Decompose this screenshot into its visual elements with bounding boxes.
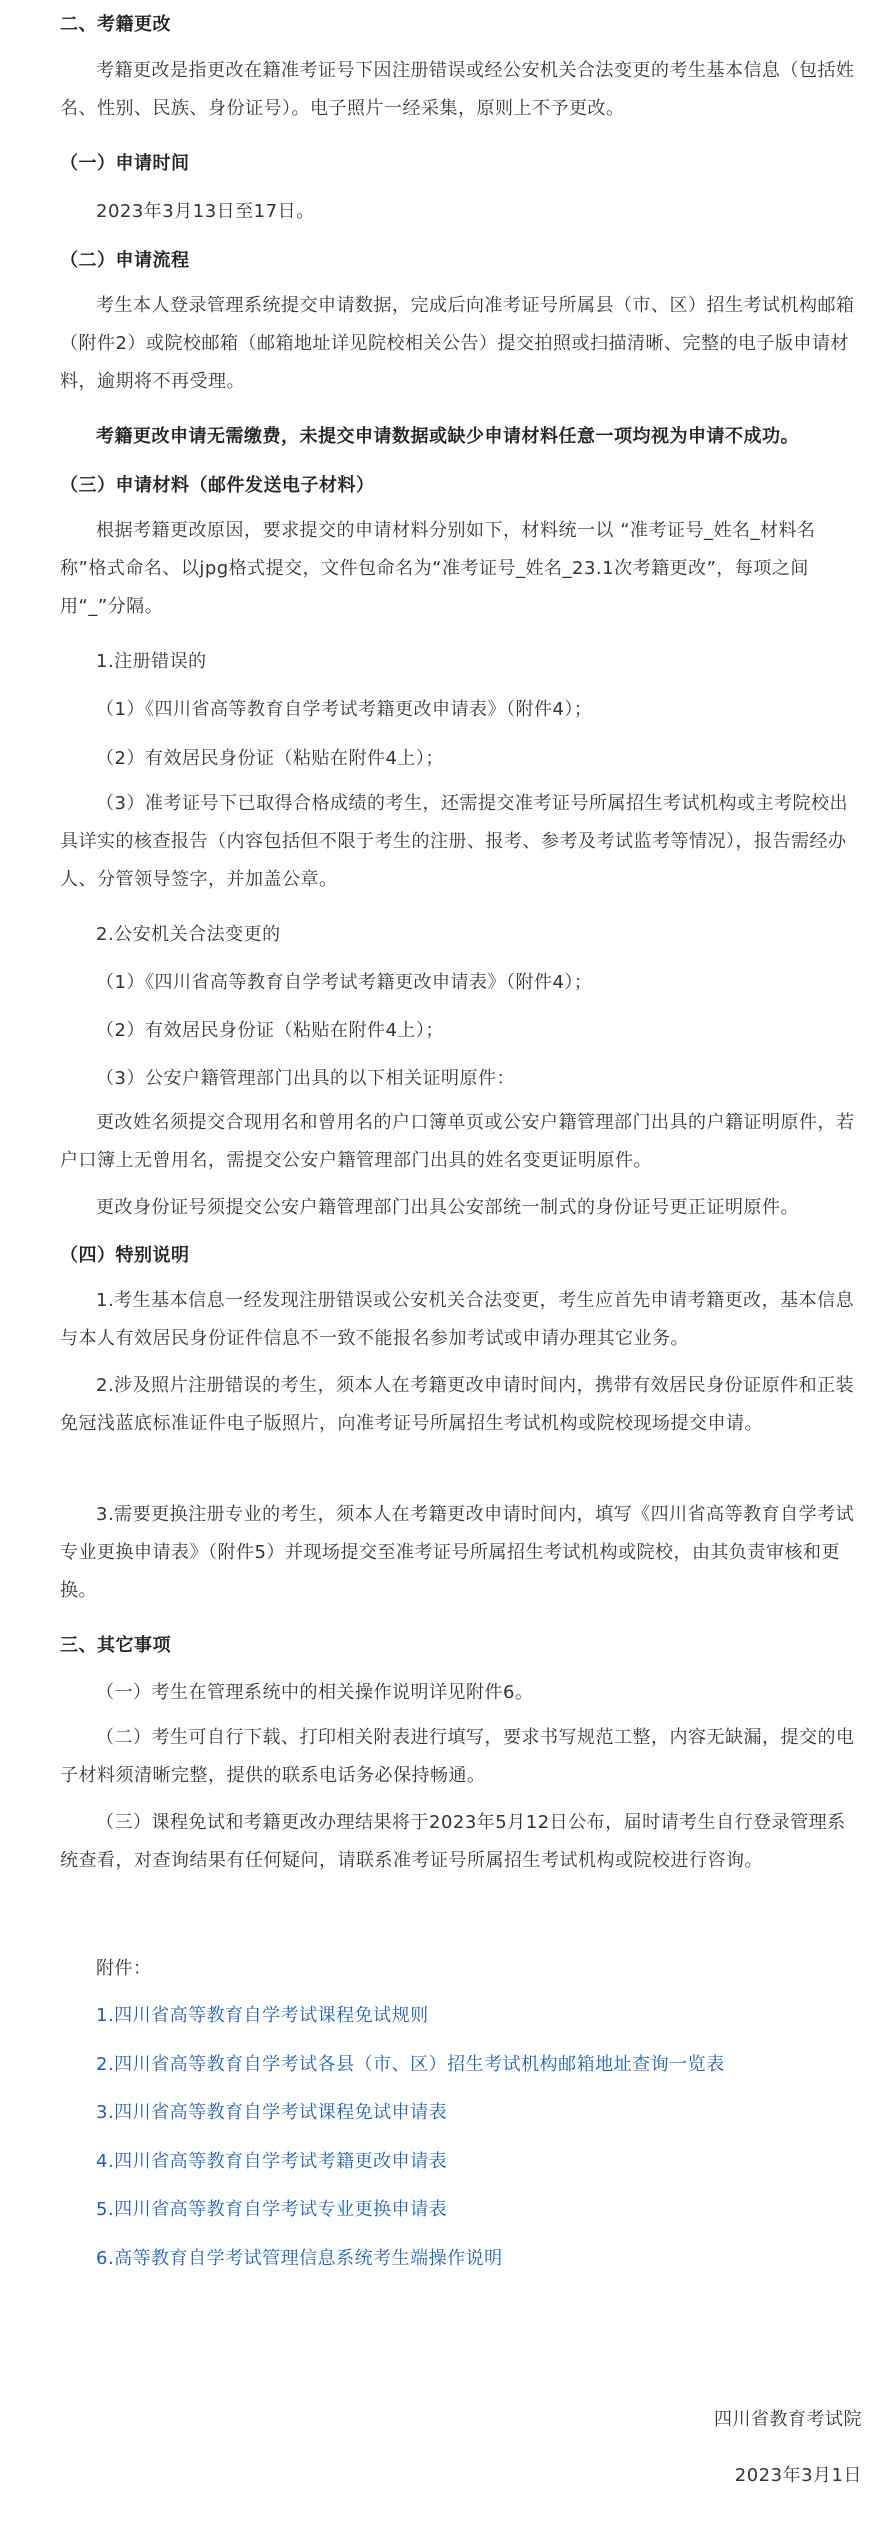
case2-title: 2.公安机关合法变更的 — [96, 924, 281, 945]
case2-item1: （1）《四川省高等教育自学考试考籍更改申请表》（附件4）； — [96, 972, 593, 993]
attachment-link-1[interactable]: 1.四川省高等教育自学考试课程免试规则 — [96, 2005, 429, 2026]
section3-heading: 三、其它事项 — [60, 1635, 171, 1656]
section2-intro: 考籍更改是指更改在籍准考证号下因注册错误或经公安机关合法变更的考生基本信息（包括姓名、性别、民族、身份证号）。电子照片一经采集，原则上不予更改。 — [60, 60, 855, 119]
time-heading: （一）申请时间 — [60, 153, 190, 174]
special-item2: 2.涉及照片注册错误的考生，须本人在考籍更改申请时间内，携带有效居民身份证原件和正装免冠浅蓝底标准证件电子版照片，向准考证号所属招生考试机构或院校现场提交申请。 — [60, 1375, 855, 1434]
materials-intro: 根据考籍更改原因，要求提交的申请材料分别如下，材料统一以 “准考证号_姓名_材料名称”格式命名、以jpg格式提交，文件包命名为“准考证号_姓名_23.1次考籍更改”，每项之间用“_”分隔。 — [60, 520, 816, 617]
section2-heading: 二、考籍更改 — [60, 14, 171, 35]
signature-org: 四川省教育考试院 — [714, 2409, 862, 2430]
attachment-link-3[interactable]: 3.四川省高等教育自学考试课程免试申请表 — [96, 2102, 448, 2123]
case1-item3: （3）准考证号下已取得合格成绩的考生，还需提交准考证号所属招生考试机构或主考院校出具详实的核查报告（内容包括但不限于考生的注册、报考、参考及考试监考等情况），报告需经办人、分管领导签字，并加盖公章。 — [60, 793, 848, 890]
attachment-item[interactable] — [0, 2191, 882, 2229]
attachment-link-6[interactable]: 6.高等教育自学考试管理信息系统考生端操作说明 — [96, 2248, 503, 2269]
attachment-item[interactable] — [0, 2046, 882, 2084]
attachment-item[interactable] — [0, 2240, 882, 2278]
flow-text: 考生本人登录管理系统提交申请数据，完成后向准考证号所属县（市、区）招生考试机构邮箱（附件2）或院校邮箱（邮箱地址详见院校相关公告）提交拍照或扫描清晰、完整的电子版申请材料，逾期将不再受理。 — [60, 295, 855, 392]
case1-item1: （1）《四川省高等教育自学考试考籍更改申请表》（附件4）； — [96, 699, 593, 720]
case1-title: 1.注册错误的 — [96, 651, 207, 672]
special-item1: 1.考生基本信息一经发现注册错误或公安机关合法变更，考生应首先申请考籍更改，基本信息与本人有效居民身份证件信息不一致不能报名参加考试或申请办理其它业务。 — [60, 1290, 855, 1349]
signature-date: 2023年3月1日 — [734, 2465, 862, 2486]
section3-item1: （一）考生在管理系统中的相关操作说明详见附件6。 — [96, 1682, 534, 1703]
case2-id: 更改身份证号须提交公安户籍管理部门出具公安部统一制式的身份证号更正证明原件。 — [96, 1197, 799, 1218]
case1-item2: （2）有效居民身份证（粘贴在附件4上）； — [96, 748, 444, 769]
attachment-item[interactable] — [0, 1997, 882, 2035]
materials-heading: （三）申请材料（邮件发送电子材料） — [60, 475, 375, 496]
case2-item2: （2）有效居民身份证（粘贴在附件4上）； — [96, 1020, 444, 1041]
flow-heading: （二）申请流程 — [60, 250, 190, 271]
section3-item3: （三）课程免试和考籍更改办理结果将于2023年5月12日公布，届时请考生自行登录管理系统查看，对查询结果有任何疑问，请联系准考证号所属招生考试机构或院校进行咨询。 — [60, 1812, 846, 1871]
attachment-item[interactable] — [0, 2094, 882, 2132]
attachment-link-2[interactable]: 2.四川省高等教育自学考试各县（市、区）招生考试机构邮箱地址查询一览表 — [96, 2054, 725, 2075]
case2-name: 更改姓名须提交合现用名和曾用名的户口簿单页或公安户籍管理部门出具的户籍证明原件，若户口簿上无曾用名，需提交公安户籍管理部门出具的姓名变更证明原件。 — [60, 1112, 855, 1171]
time-text: 2023年3月13日至17日。 — [96, 201, 315, 222]
case2-item3: （3）公安户籍管理部门出具的以下相关证明原件： — [96, 1068, 515, 1089]
attachment-link-5[interactable]: 5.四川省高等教育自学考试专业更换申请表 — [96, 2199, 448, 2220]
attachment-link-4[interactable]: 4.四川省高等教育自学考试考籍更改申请表 — [96, 2151, 448, 2172]
section3-item2: （二）考生可自行下载、打印相关附表进行填写，要求书写规范工整，内容无缺漏，提交的电子材料须清晰完整，提供的联系电话务必保持畅通。 — [60, 1727, 855, 1786]
special-heading: （四）特别说明 — [60, 1245, 190, 1266]
special-item3: 3.需要更换注册专业的考生，须本人在考籍更改申请时间内，填写《四川省高等教育自学考试专业更换申请表》（附件5）并现场提交至准考证号所属招生考试机构或院校，由其负责审核和更换。 — [60, 1504, 855, 1601]
attachments-label: 附件： — [96, 1958, 152, 1979]
attachment-item[interactable] — [0, 2143, 882, 2181]
flow-notice: 考籍更改申请无需缴费，未提交申请数据或缺少申请材料任意一项均视为申请不成功。 — [96, 426, 799, 447]
